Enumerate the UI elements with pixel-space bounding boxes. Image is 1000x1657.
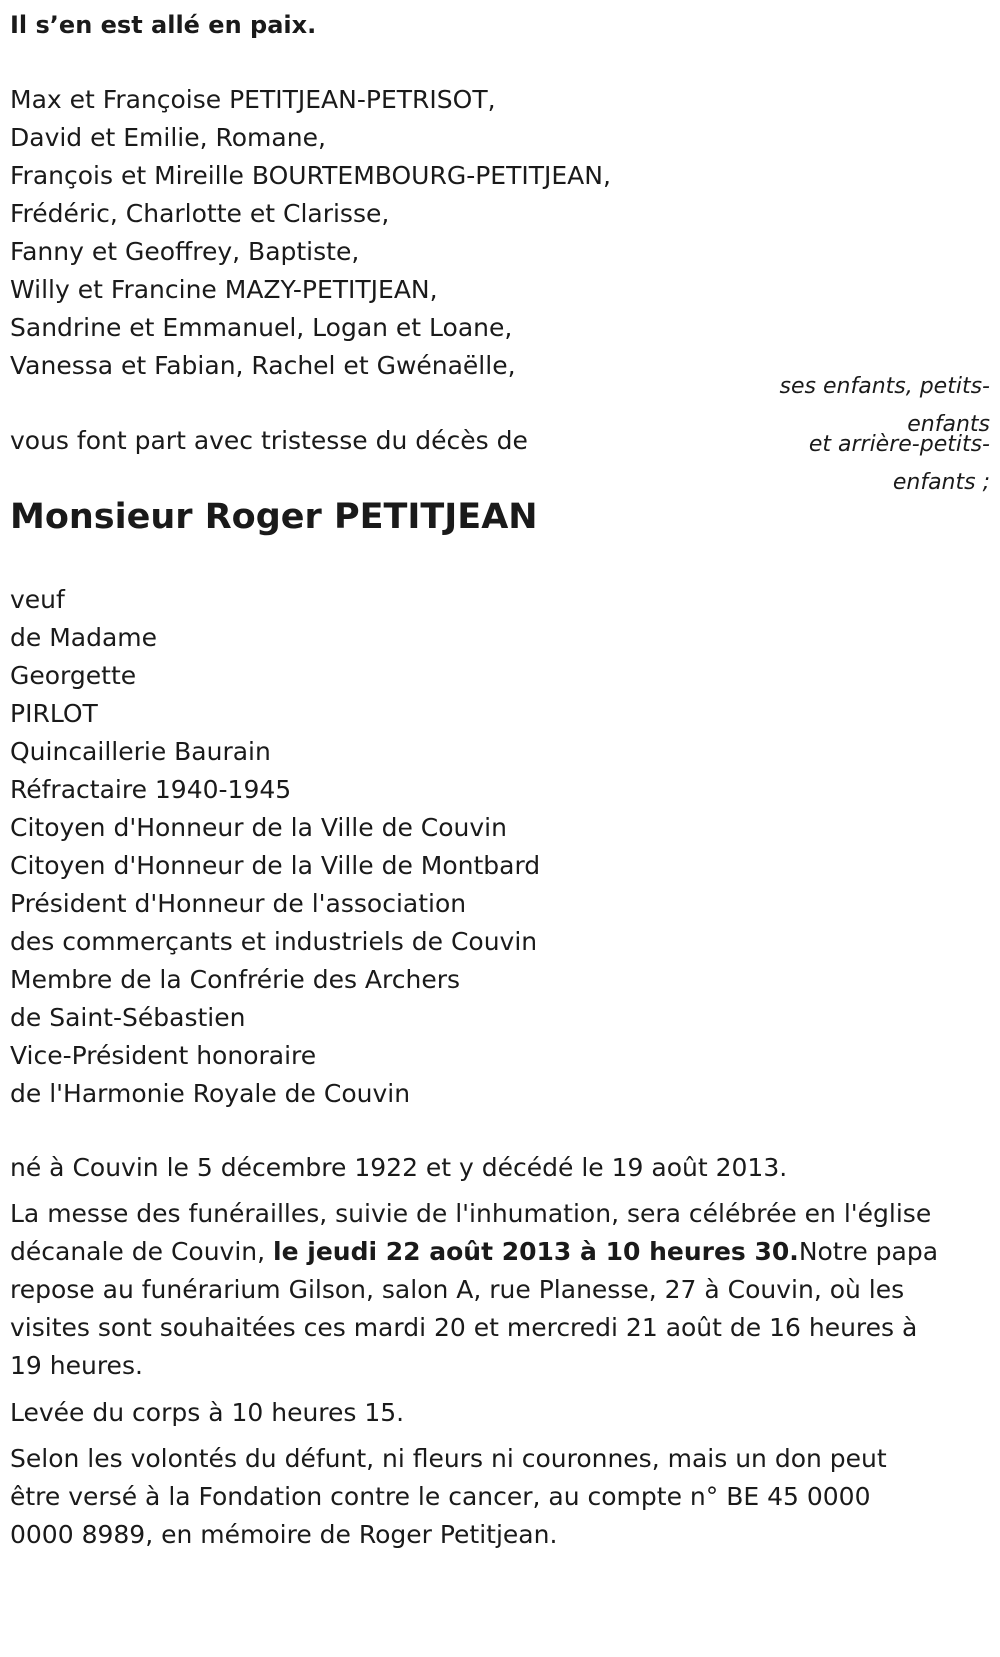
- great-grandchildren-note-line: et arrière-petits-: [808, 432, 990, 457]
- family-line: François et Mireille BOURTEMBOURG-PETITJEAN,: [10, 161, 611, 190]
- biography-list: [10, 581, 540, 1113]
- biography-line: de Saint-Sébastien: [10, 1003, 246, 1032]
- funeral-details: [10, 1195, 940, 1385]
- family-line: Max et Françoise PETITJEAN-PETRISOT,: [10, 85, 496, 114]
- children-note-line: ses enfants, petits-: [779, 374, 990, 399]
- biography-line: Citoyen d'Honneur de la Ville de Montbard: [10, 851, 541, 880]
- family-line: Willy et Francine MAZY-PETITJEAN,: [10, 275, 438, 304]
- family-line: Fanny et Geoffrey, Baptiste,: [10, 237, 360, 266]
- biography-line: Citoyen d'Honneur de la Ville de Couvin: [10, 813, 507, 842]
- biography-line: de l'Harmonie Royale de Couvin: [10, 1079, 411, 1108]
- funeral-date: le jeudi 22 août 2013 à 10 heures 30.: [273, 1237, 799, 1266]
- family-line: Frédéric, Charlotte et Clarisse,: [10, 199, 390, 228]
- family-line: Vanessa et Fabian, Rachel et Gwénaëlle,: [10, 351, 516, 380]
- children-note-line: enfants: [907, 412, 990, 437]
- biography-line: des commerçants et industriels de Couvin: [10, 927, 538, 956]
- funeral-intro: La messe des funérailles, suivie de l'inhumation, sera célébrée en l'église décanale de Couvin,: [10, 1199, 932, 1266]
- great-grandchildren-note-line: enfants ;: [892, 470, 990, 495]
- family-line: Sandrine et Emmanuel, Logan et Loane,: [10, 313, 513, 342]
- family-list: [10, 81, 611, 385]
- donation-request: Selon les volontés du défunt, ni fleurs ni couronnes, mais un don peut être versé à la Fondation contre le cancer, au compte n° BE 45 0000 0000 8989, en mémoire de Roger Petitjean.: [10, 1444, 887, 1549]
- family-line: David et Emilie, Romane,: [10, 123, 326, 152]
- biography-line: PIRLOT: [10, 699, 98, 728]
- funeral-visitation: Notre papa repose au funérarium Gilson, salon A, rue Planesse, 27 à Couvin, où les visites sont souhaitées ces mardi 20 et mercredi 21 août de 16 heures à 19 heures.: [10, 1237, 939, 1380]
- biography-line: Vice-Président honoraire: [10, 1041, 317, 1070]
- birth-death-dates: né à Couvin le 5 décembre 1922 et y décédé le 19 août 2013.: [10, 1153, 788, 1182]
- biography-line: Président d'Honneur de l'association: [10, 889, 467, 918]
- body-removal-time: Levée du corps à 10 heures 15.: [10, 1398, 405, 1427]
- deceased-name: Monsieur Roger PETITJEAN: [10, 497, 538, 537]
- announcement-text: vous font part avec tristesse du décès de: [10, 426, 528, 455]
- biography-line: Georgette: [10, 661, 137, 690]
- biography-line: Quincaillerie Baurain: [10, 737, 271, 766]
- biography-line: Réfractaire 1940-1945: [10, 775, 292, 804]
- great-grandchildren-note: [809, 426, 990, 502]
- biography-line: de Madame: [10, 623, 158, 652]
- obituary-heading: Il s’en est allé en paix.: [10, 11, 317, 39]
- biography-line: Membre de la Confrérie des Archers: [10, 965, 461, 994]
- biography-line: veuf: [10, 585, 65, 614]
